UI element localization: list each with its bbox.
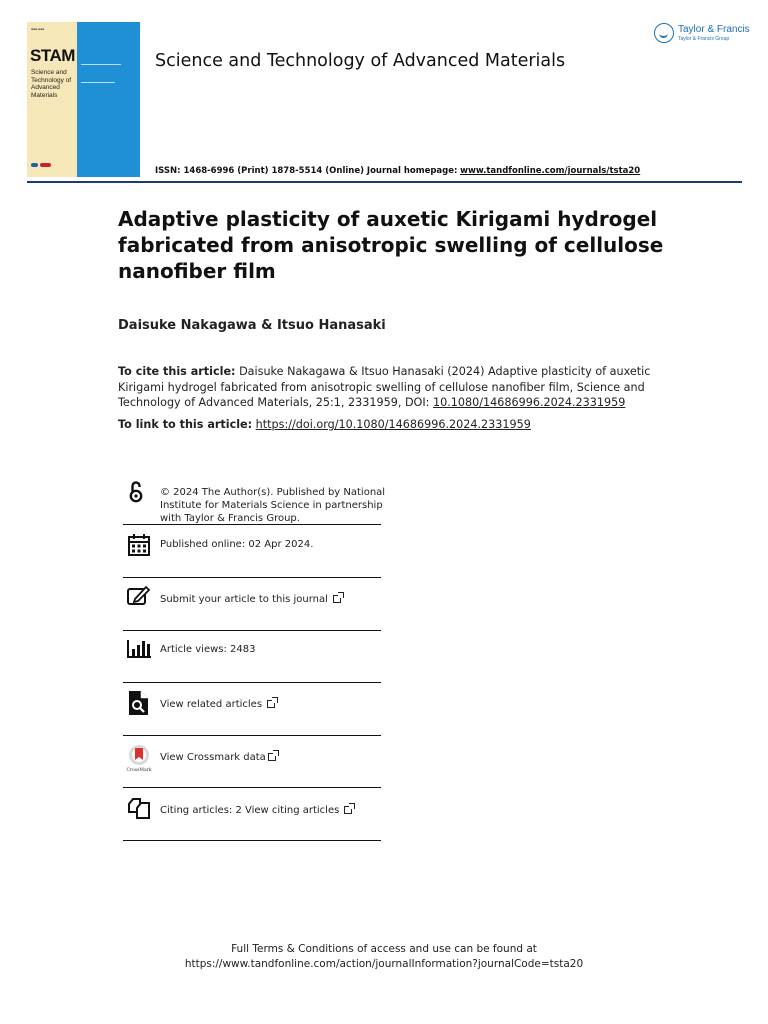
document-search-icon xyxy=(126,690,152,716)
license-text: © 2024 The Author(s). Published by National Institute for Materials Science in partnership with Taylor & Francis Group. xyxy=(160,487,386,524)
submit-article-link[interactable]: Submit your article to this journal xyxy=(160,593,341,606)
external-link-icon xyxy=(333,595,341,603)
info-divider xyxy=(123,524,381,525)
terms-url[interactable]: https://www.tandfonline.com/action/journalInformation?journalCode=tsta20 xyxy=(184,958,584,970)
crossmark-link[interactable]: View Crossmark data xyxy=(160,751,276,764)
info-divider xyxy=(123,787,381,788)
citation-block xyxy=(118,364,678,411)
issn-label: ISSN: 1468-6996 (Print) 1878-5514 (Online) Journal homepage: xyxy=(155,166,458,176)
cover-logos xyxy=(31,162,53,168)
issn-line xyxy=(155,166,640,176)
article-authors: Daisuke Nakagawa & Itsuo Hanasaki xyxy=(118,318,386,333)
article-link-line xyxy=(118,418,531,431)
bar-chart-icon xyxy=(126,636,152,662)
external-link-icon xyxy=(344,806,352,814)
svg-text:CrossMark: CrossMark xyxy=(126,768,152,772)
calendar-icon xyxy=(126,532,152,558)
citing-articles-link[interactable]: Citing articles: 2 View citing articles xyxy=(160,804,352,817)
cite-text: Daisuke Nakagawa & Itsuo Hanasaki (2024) Adaptive plasticity of auxetic Kirigami hydrogel fabricated from anisotropic swelling of cellulose nanofiber film, Science and Technology of Advanced Materials, 25:1, 2331959, DOI: xyxy=(118,365,651,409)
cite-label: To cite this article: xyxy=(118,365,236,378)
journal-homepage-link[interactable]: www.tandfonline.com/journals/tsta20 xyxy=(460,166,641,176)
terms-line: Full Terms & Conditions of access and use can be found at xyxy=(231,943,537,955)
journal-cover-image: ▪▪▪ ▪▪▪ STAM Science and Technology of Advanced Materials xyxy=(27,22,140,177)
article-views: Article views: 2483 xyxy=(160,644,256,655)
article-title: Adaptive plasticity of auxetic Kirigami hydrogel fabricated from anisotropic swelling of cellulose nanofiber film xyxy=(118,207,664,283)
external-link-icon xyxy=(267,700,275,708)
cover-stam-text: STAM xyxy=(30,46,75,65)
open-access-icon xyxy=(126,479,152,505)
link-label: To link to this article: xyxy=(118,418,253,431)
info-divider xyxy=(123,630,381,631)
info-divider xyxy=(123,577,381,578)
taylor-francis-logo[interactable]: Taylor & Francis Taylor & Francis Group xyxy=(654,22,749,46)
cover-subtitle: Science and Technology of Advanced Materials xyxy=(31,69,72,99)
article-doi-url[interactable]: https://doi.org/10.1080/14686996.2024.2331959 xyxy=(255,418,531,431)
info-divider xyxy=(123,682,381,683)
header-divider xyxy=(27,181,742,183)
journal-title[interactable]: Science and Technology of Advanced Materials xyxy=(155,51,566,71)
related-articles-link[interactable]: View related articles xyxy=(160,698,275,711)
citing-articles-icon xyxy=(126,796,152,822)
info-divider xyxy=(123,840,381,841)
terms-footer xyxy=(0,942,768,972)
info-divider xyxy=(123,735,381,736)
external-link-icon xyxy=(268,753,276,761)
published-date: Published online: 02 Apr 2024. xyxy=(160,539,314,550)
edit-icon xyxy=(126,584,152,610)
doi-link[interactable]: 10.1080/14686996.2024.2331959 xyxy=(433,396,626,409)
crossmark-icon xyxy=(126,744,152,770)
taylor-francis-logo-icon xyxy=(654,23,674,43)
